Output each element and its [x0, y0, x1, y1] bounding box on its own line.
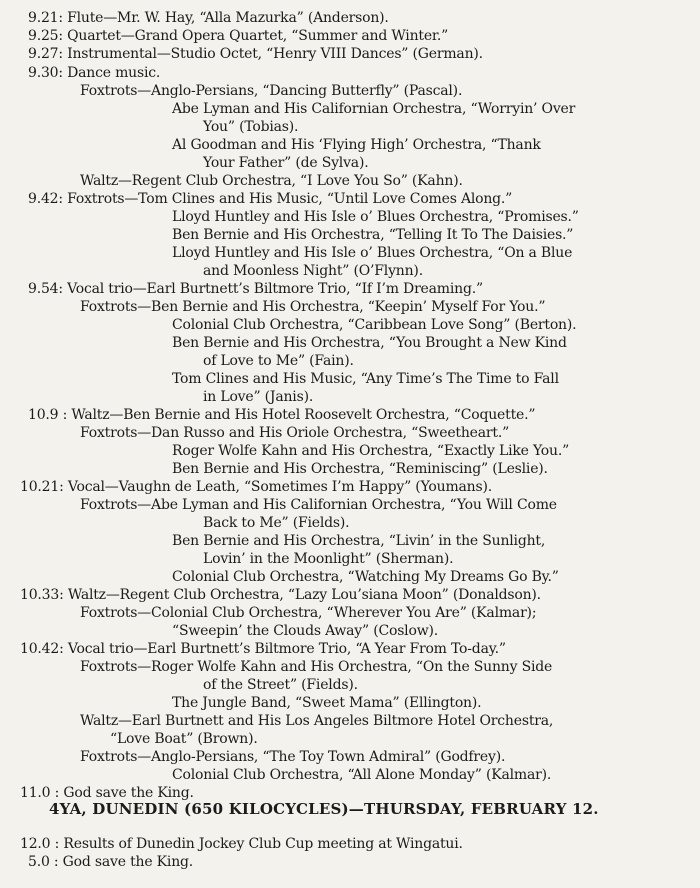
programme-line: 10.33: Waltz—Regent Club Orchestra, “Lazy Lou’siana Moon” (Donaldson).: [20, 587, 541, 603]
programme-line: Tom Clines and His Music, “Any Time’s The Time to Fall: [172, 371, 559, 387]
programme-line: Waltz—Regent Club Orchestra, “I Love You So” (Kahn).: [80, 173, 463, 189]
programme-line: Foxtrots—Abe Lyman and His Californian Orchestra, “You Will Come: [80, 497, 557, 513]
programme-line: Abe Lyman and His Californian Orchestra, “Worryin’ Over: [172, 101, 576, 117]
programme-line: 9.42: Foxtrots—Tom Clines and His Music, “Until Love Comes Along.”: [28, 191, 513, 207]
programme-line: Foxtrots—Ben Bernie and His Orchestra, “Keepin’ Myself For You.”: [80, 299, 546, 315]
programme-line: Colonial Club Orchestra, “Watching My Dreams Go By.”: [172, 569, 559, 585]
programme-line: 9.27: Instrumental—Studio Octet, “Henry VIII Dances” (German).: [28, 46, 483, 62]
programme-line: of the Street” (Fields).: [203, 677, 358, 693]
programme-line: “Sweepin’ the Clouds Away” (Coslow).: [172, 623, 438, 639]
programme-line: and Moonless Night” (O’Flynn).: [203, 263, 423, 279]
programme-line: 10.42: Vocal trio—Earl Burtnett’s Biltmore Trio, “A Year From To-day.”: [20, 641, 506, 657]
programme-line: You” (Tobias).: [203, 119, 299, 135]
programme-line: Foxtrots—Anglo-Persians, “Dancing Butterfly” (Pascal).: [80, 83, 463, 99]
programme-line: 9.21: Flute—Mr. W. Hay, “Alla Mazurka” (Anderson).: [28, 10, 389, 26]
programme-line: The Jungle Band, “Sweet Mama” (Ellington).: [172, 695, 482, 711]
programme-line: Al Goodman and His ‘Flying High’ Orchestra, “Thank: [172, 137, 541, 153]
programme-line: 9.30: Dance music.: [28, 65, 161, 81]
programme-line: of Love to Me” (Fain).: [203, 353, 354, 369]
programme-line: Foxtrots—Roger Wolfe Kahn and His Orchestra, “On the Sunny Side: [80, 659, 553, 675]
programme-line: Your Father” (de Sylva).: [203, 155, 369, 171]
station-line: 12.0 : Results of Dunedin Jockey Club Cup meeting at Wingatui.: [20, 836, 463, 852]
programme-line: Lloyd Huntley and His Isle o’ Blues Orchestra, “On a Blue: [172, 245, 573, 261]
station-line: 5.0 : God save the King.: [28, 854, 194, 870]
programme-line: Colonial Club Orchestra, “Caribbean Love Song” (Berton).: [172, 317, 577, 333]
programme-line: Ben Bernie and His Orchestra, “Reminiscing” (Leslie).: [172, 461, 548, 477]
programme-line: Foxtrots—Anglo-Persians, “The Toy Town Admiral” (Godfrey).: [80, 749, 506, 765]
programme-line: Ben Bernie and His Orchestra, “Telling It To The Daisies.”: [172, 227, 574, 243]
programme-line: Ben Bernie and His Orchestra, “Livin’ in the Sunlight,: [172, 533, 546, 549]
programme-line: Colonial Club Orchestra, “All Alone Monday” (Kalmar).: [172, 767, 552, 783]
programme-line: 9.25: Quartet—Grand Opera Quartet, “Summer and Winter.”: [28, 28, 449, 44]
programme-line: Ben Bernie and His Orchestra, “You Brought a New Kind: [172, 335, 567, 351]
programme-line: Lloyd Huntley and His Isle o’ Blues Orchestra, “Promises.”: [172, 209, 579, 225]
programme-line: Back to Me” (Fields).: [203, 515, 350, 531]
programme-line: Waltz—Earl Burtnett and His Los Angeles Biltmore Hotel Orchestra,: [80, 713, 554, 729]
programme-line: Foxtrots—Dan Russo and His Oriole Orchestra, “Sweetheart.”: [80, 425, 510, 441]
programme-line: Roger Wolfe Kahn and His Orchestra, “Exactly Like You.”: [172, 443, 570, 459]
programme-line: Lovin’ in the Moonlight” (Sherman).: [203, 551, 454, 567]
programme-line: “Love Boat” (Brown).: [110, 731, 258, 747]
programme-line: 10.21: Vocal—Vaughn de Leath, “Sometimes I’m Happy” (Youmans).: [20, 479, 492, 495]
station-heading: 4YA, DUNEDIN (650 KILOCYCLES)—THURSDAY, FEBRUARY 12.: [49, 800, 599, 818]
programme-line: 9.54: Vocal trio—Earl Burtnett’s Biltmore Trio, “If I’m Dreaming.”: [28, 281, 483, 297]
programme-line: in Love” (Janis).: [203, 389, 314, 405]
programme-line: 11.0 : God save the King.: [20, 785, 194, 801]
programme-line: Foxtrots—Colonial Club Orchestra, “Wherever You Are” (Kalmar);: [80, 605, 537, 621]
programme-line: 10.9 : Waltz—Ben Bernie and His Hotel Roosevelt Orchestra, “Coquette.”: [28, 407, 536, 423]
